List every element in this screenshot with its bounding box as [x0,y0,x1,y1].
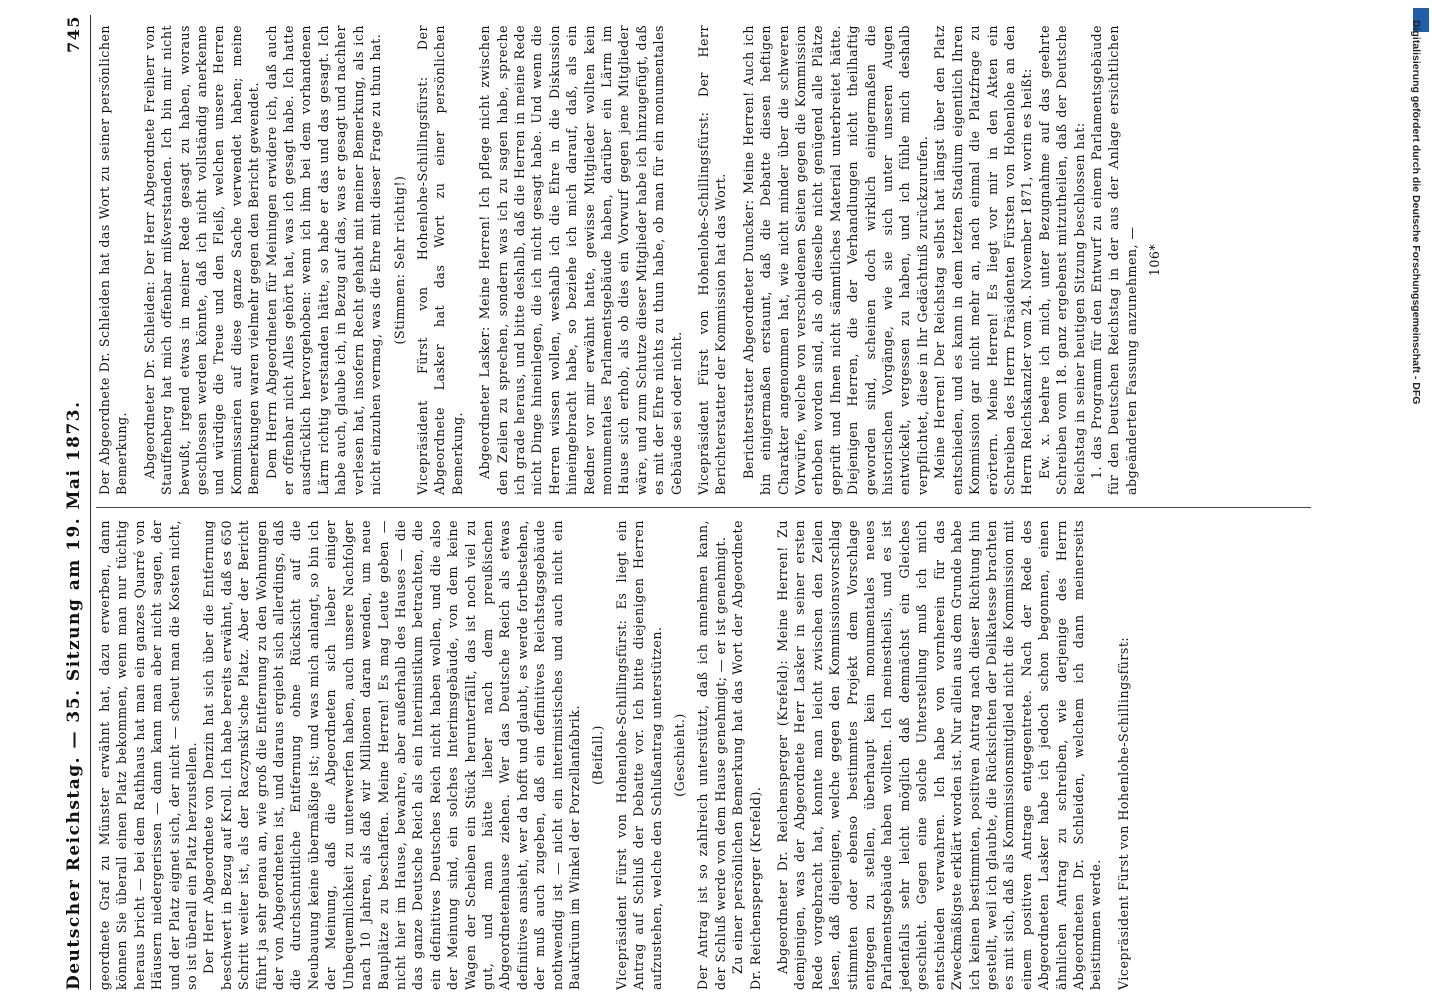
left-column [96,520,1132,990]
paragraph: Vicepräsident Fürst von Hohenlohe-Schillingsfürst: Der Abgeordnete Lasker hat das Wort zu einer persönlichen Bemerkung. [414,25,465,495]
paragraph-gap [1105,520,1115,990]
digitization-note [1408,20,1424,980]
page-header [64,15,91,990]
paragraph: Zu einer persönlichen Bemerkung hat das Wort der Abgeordnete Dr. Reichensperger (Krefeld). [730,520,763,990]
paragraph-gap [131,25,141,495]
paragraph: Vicepräsident Fürst von Hohenlohe-Schillingsfürst: [1115,636,1131,990]
paragraph: Dem Herrn Abgeordneten für Meiningen erwidere ich, daß auch er offenbar nicht Alles gehört hat, was ich gesagt habe. Ich hatte ausdrücklich hervorgehoben: wenn ich ihm bei dem vorhandenen Lärm richtig verstanden hätte, so habe er das und das gesagt. Ich habe auch, glaube ich, in Bezug auf das, was er gesagt und nachher verlesen hat, insofern Recht gehabt mit meiner Bemerkung, als ich nicht einzuhen vermag, was die Ehre mit dieser Frage zu thun hat. [263,25,384,495]
paragraph: Abgeordneter Dr. Reichensperger (Krefeld): Meine Herren! Zu demjenigen, was der Abgeordnete Herr Lasker in seiner ersten Rede vorgebracht hat, konnte man leicht zwischen den Zeilen lesen, daß diejenigen, welche gegen den Kommissionsvorschlag stimmten oder ebenso bestimmtes Projekt dem Vorschlage entgegen zu stellen, überhaupt kein monumentales neues Parlamentsgebäude haben wollten. Ich meinestheils, und es ist jedenfalls sehr leicht möglich daß demnächst ein Gleiches geschieht. Gegen eine solche Unterstellung muß ich mich entschieden verwahren. Ich habe von vornherein für das Zweckmäßigste erklärt worden ist. Nur allein aus dem Grunde habe ich keinen bestimmten, positiven Antrag nach dieser Richtung hin gestellt, weil ich glaubte, die Rücksichten der Delikatesse brachten es mit sich, daß als Kommissionsmitglied nicht die Kommission mit einem positiven Antrage entgegentrete. Nach der Rede des Abgeordneten Lasker habe ich jedoch schon begonnen, einen ähnlichen Antrag zu schreiben, wie derjenige des Herrn Abgeordneten Dr. Schleiden, welchem ich dann meinerseits beistimmen werde. [775,520,1104,990]
paragraph: Der Antrag ist so zahlreich unterstützt, daß ich annehmen kann, der Schluß werde von dem Hause genehmigt; — er ist genehmigt. [695,520,728,990]
paragraph: Meine Herren! Der Reichstag selbst hat längst über den Platz entschieden, und es kann in dem letzten Stadium eigentlich Ihren Kommission gar nicht mehr an, nach einmal die Platzfrage zu erörtern. Meine Herren! Es liegt vor mir in den Akten ein Schreiben des Herrn Präsidenten Fürsten von Hohenlohe an den Herrn Reichskanzler vom 24. November 1871, worin es heißt: [932,25,1035,495]
paragraph: Der Abgeordnete Dr. Schleiden hat das Wort zu seiner persönlichen Bemerkung. [97,25,130,495]
paragraph: Ew. x. beehre ich mich, unter Bezugnahme auf das geehrte Schreiben vom 18. ganz ergebenst mitzutheilen, daß der Deutsche Reichstag in seiner heutigen Sitzung beschlossen hat: [1036,25,1087,495]
paragraph: Der Herr Abgeordnete von Denzin hat sich über die Entfernung beschwert in Bezug auf Kroll. Ich habe bereits erwähnt, daß es 650 Schritt weiter ist, als der Raczynski'sche Platz. Aber der Bericht führt ja sehr genau an, wie groß die Entfernung zu den Wohnungen der von Abgeordneten ist, und daraus ergiebt sich allerdings, daß die durchschnittliche Entfernung ohne Rücksicht auf die Neubauung keine übermäßige ist; und was mich anlangt, so bin ich der Meinung, daß die Abgeordneten sich lieber einiger Unbequemlichkeit zu unterwerfen haben, auch unsere Nachfolger nach 10 Jahren, als daß wir Millionen daran wenden, um neue Bauplätze zu beschaffen. Meine Herren! Es mag Leute geben — nicht hier im Hause, bewahre, aber außerhalb des Hauses — die das ganze Deutsche Reich als ein Interimistikum betrachten, die ein definitives Deutsches Reich nicht haben wollen, und die also der Meinung sind, ein solches Interimsgebäude, von dem keine Wagen der Scheiben ein Stück herunterfällt, das ist noch viel zu gut, und man hätte lieber nach dem preußischen Abgeordnetenhause ziehen. Wer das Deutsche Reich als etwas definitives ansieht, wer da hofft und glaubt, es werde fortbestehen, der muß auch zugeben, daß ein definitives Reichstagsgebäude nothwendig ist — nicht ein interimistisches und auch nicht ein Baukrüum im Winkel der Porzellanfabrik. [201,520,582,990]
running-head: Deutscher Reichstag. — 35. Sitzung am 19. Mai 1873. [64,400,84,990]
digitization-note-text: Digitalisierung gefördert durch die Deutsche Forschungsgemeinschaft - DFG [1410,20,1422,405]
page-number: 745 [64,15,83,53]
paragraph: Berichterstatter Abgeordneter Duncker: Meine Herren! Auch ich bin einigermaßen erstaunt, daß die Debatte diesen heftigen Charakter angenommen hat, wie nicht minder über die schweren Vorwürfe, welche von verschiedenen Seiten gegen die Kommission erhoben worden sind, als ob dieselbe nicht genügend alle Plätze geprüft und Ihnen nicht sämmtliches Material unterbreitet hätte. Diejenigen Herren, die der Verhandlungen nicht theilhaftig geworden sind, scheinen doch wirklich einigermaßen die historischen Vorgänge, wie sie sich unter unseren Augen entwickelt, vergessen zu haben, und ich fühle mich deshalb verpflichtet, diese in Ihr Gedächtniß zurückzurufen. [740,25,930,495]
paragraph: 1. das Programm für den Entwurf zu einem Parlamentsgebäude für den Deutschen Reichstag in der aus der Anlage ersichtlichen abgeänderten Fassung anzunehmen, — [1088,25,1139,495]
right-column [96,25,1170,495]
paragraph: (Geschieht.) [672,713,687,797]
paragraph-gap [685,25,695,495]
paragraph-gap [764,520,774,990]
paragraph-gap [730,25,740,495]
paragraph: Vicepräsident Fürst von Hohenlohe-Schillingsfürst: Der Herr Berichterstatter der Kommission hat das Wort. [696,25,729,495]
rotated-page-content [56,0,1426,1000]
paragraph: (Beifall.) [590,725,606,785]
paragraph: 106* [1147,243,1163,277]
paragraph: Abgeordneter Lasker: Meine Herren! Ich pflege nicht zwischen den Zeilen zu sprechen, sondern was ich zu sagen habe, spreche ich grade heraus, und bitte deshalb, daß die Herren in meine Rede nicht Dinge hineinlegen, die ich nicht gesagt habe. Und wenn die Herren wissen wollen, weshalb ich die Ehre in die Diskussion hineingebracht habe, so beziehe ich mich darauf, daß, als ein Redner vor mir erwähnt hatte, gewisse Mitglieder wollten kein monumentales Parlamentsgebäude haben, darüber ein Lärm im Hause sich erhob, als ob dies ein Vorwurf gegen jene Mitglieder wäre, und zum Schutze dieser Mitglieder habe ich hinzugefügt, daß es mit der Ehre nichts zu thun habe, ob man für ein monumentales Gebäude sei oder nicht. [477,25,684,495]
column-rule [96,507,1311,508]
paragraph: geordnete Graf zu Münster erwähnt hat, dazu erwerben, dann können Sie überall einen Platz bekommen, wenn man nur tüchtig heraus bricht — bei dem Rathhaus hat man ein ganzes Quarré von Häusern niedergerissen — dann kann man aber nicht sagen, der und der Platz eignet sich, der nicht — scheut man die Kosten nicht, so ist überall ein Platz herzustellen. [97,520,200,990]
paragraph: (Stimmen: Sehr richtig!) [391,175,407,345]
paragraph-gap [466,25,476,495]
paragraph: Vicepräsident Fürst von Hohenlohe-Schillingsfürst: Es liegt ein Antrag auf Schluß der Debatte vor. Ich bitte diejenigen Herren aufzustehen, welche den Schlußantrag unterstützen. [613,520,664,990]
paragraph: Abgeordneter Dr. Schleiden: Der Herr Abgeordnete Freiherr von Stauffenberg hat mich offenbar mißverstanden. Ich bin mir nicht bewußt, irgend etwas in meiner Rede gesagt zu haben, woraus geschlossen werden könnte, daß ich nicht vollständig anerkenne und würdige die Treue und den Fleiß, welchen unsere Herren Kommissarien auf diese ganze Sache verwendet haben; meine Bemerkungen waren vielmehr gegen den Bericht gewendet. [141,25,262,495]
